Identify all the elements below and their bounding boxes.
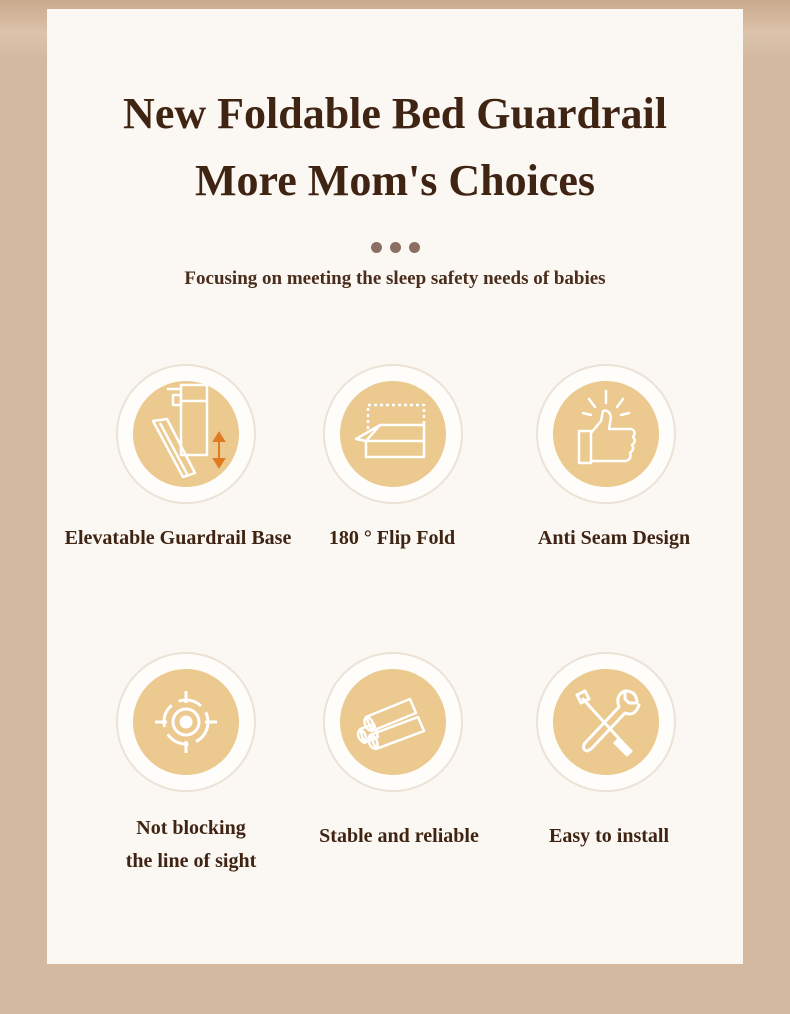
page-title-line2: More Mom's Choices (195, 156, 595, 205)
dot-icon (371, 242, 382, 253)
feature-icon-circle (536, 364, 676, 504)
thumbs-up-icon (553, 381, 659, 487)
feature-icon-circle (323, 364, 463, 504)
feature-label-line1: Not blocking (136, 817, 246, 839)
target-icon (133, 669, 239, 775)
feature-icon-circle (323, 652, 463, 792)
page-title-line1: New Foldable Bed Guardrail (123, 89, 667, 138)
tools-icon (553, 669, 659, 775)
tubes-icon (340, 669, 446, 775)
feature-label: Elevatable Guardrail Base (64, 527, 292, 549)
feature-label: Anti Seam Design (537, 527, 691, 549)
divider-dots (0, 238, 790, 257)
feature-icon-circle (536, 652, 676, 792)
feature-icon-circle (116, 364, 256, 504)
feature-label: 180 ° Flip Fold (328, 527, 456, 549)
dot-icon (409, 242, 420, 253)
guardrail-base-icon (133, 381, 239, 487)
feature-label: Stable and reliable (319, 825, 479, 847)
flip-fold-icon (340, 381, 446, 487)
dot-icon (390, 242, 401, 253)
page-subtitle: Focusing on meeting the sleep safety needs of babies (184, 268, 606, 289)
feature-icon-circle (116, 652, 256, 792)
feature-label: Easy to install (548, 825, 670, 847)
feature-label-line2: the line of sight (125, 850, 257, 872)
